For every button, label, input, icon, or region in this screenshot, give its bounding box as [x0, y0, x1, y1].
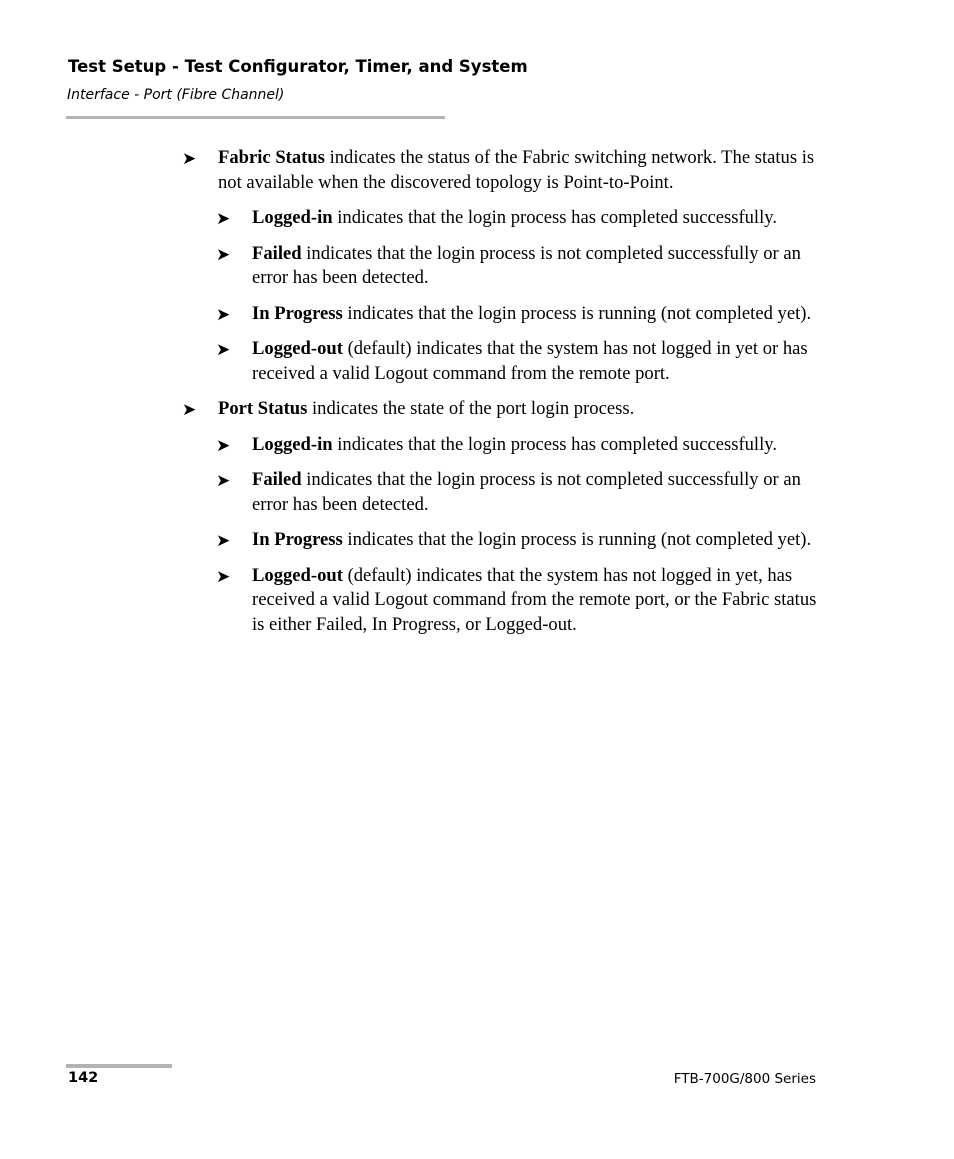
- port-in-progress-item: [182, 528, 832, 553]
- bullet-arrow-icon: ➤: [216, 471, 231, 490]
- bullet-arrow-icon: ➤: [216, 304, 231, 324]
- fabric-failed-item: [182, 242, 832, 291]
- term-failed: Failed: [252, 469, 302, 490]
- port-logged-in-item: [182, 433, 832, 458]
- bullet-arrow-icon: ➤: [216, 531, 231, 550]
- bullet-arrow-icon: ➤: [182, 149, 197, 168]
- main-content: [182, 146, 832, 637]
- port-status-description: indicates the state of the port login process.: [307, 398, 635, 419]
- footer-rule: [66, 1064, 172, 1068]
- logged-out-description: (default) indicates that the system has not logged in yet or has received a valid Logout command from the remote port.: [252, 338, 808, 384]
- fabric-status-description: indicates the status of the Fabric switching network. The status is not available when the discovered topology is Point-to-Point.: [218, 147, 815, 193]
- bullet-arrow-icon: ➤: [216, 566, 231, 586]
- page-header-title: Test Setup - Test Configurator, Timer, and System: [68, 57, 528, 76]
- fabric-logged-in-item: [182, 206, 832, 231]
- port-logged-out-item: [182, 564, 832, 638]
- port-status-item: [182, 397, 832, 422]
- failed-description: indicates that the login process is not completed successfully or an error has been detected.: [252, 242, 801, 288]
- term-in-progress: In Progress: [252, 529, 343, 550]
- term-fabric-status: Fabric Status: [218, 147, 325, 168]
- term-logged-in: Logged-in: [252, 207, 333, 228]
- term-logged-in: Logged-in: [252, 433, 333, 455]
- bullet-arrow-icon: ➤: [216, 244, 231, 264]
- term-failed: Failed: [252, 242, 302, 264]
- logged-in-description: indicates that the login process has completed successfully.: [332, 207, 778, 228]
- fabric-logged-out-item: [182, 337, 832, 386]
- page-number: 142: [68, 1070, 99, 1086]
- failed-description: indicates that the login process is not completed successfully or an error has been detected.: [252, 469, 801, 515]
- fabric-status-item: [182, 146, 832, 195]
- port-failed-item: [182, 468, 832, 517]
- term-port-status: Port Status: [218, 398, 308, 419]
- logged-out-description: (default) indicates that the system has not logged in yet, has received a valid Logout command from the remote port, or the Fabric status is either Failed, In Progress, or Logged-out.: [252, 564, 817, 635]
- header-rule: [66, 116, 445, 119]
- page-header-subtitle: Interface - Port (Fibre Channel): [67, 87, 285, 103]
- in-progress-description: indicates that the login process is running (not completed yet).: [342, 529, 812, 550]
- product-series-label: FTB-700G/800 Series: [673, 1071, 816, 1087]
- term-logged-out: Logged-out: [252, 564, 343, 586]
- fabric-in-progress-item: [182, 302, 832, 327]
- bullet-arrow-icon: ➤: [182, 400, 197, 419]
- bullet-arrow-icon: ➤: [216, 340, 231, 359]
- term-logged-out: Logged-out: [252, 338, 343, 359]
- bullet-arrow-icon: ➤: [216, 209, 231, 228]
- logged-in-description: indicates that the login process has completed successfully.: [332, 433, 778, 455]
- in-progress-description: indicates that the login process is running (not completed yet).: [342, 302, 812, 324]
- bullet-arrow-icon: ➤: [216, 435, 231, 455]
- term-in-progress: In Progress: [252, 302, 343, 324]
